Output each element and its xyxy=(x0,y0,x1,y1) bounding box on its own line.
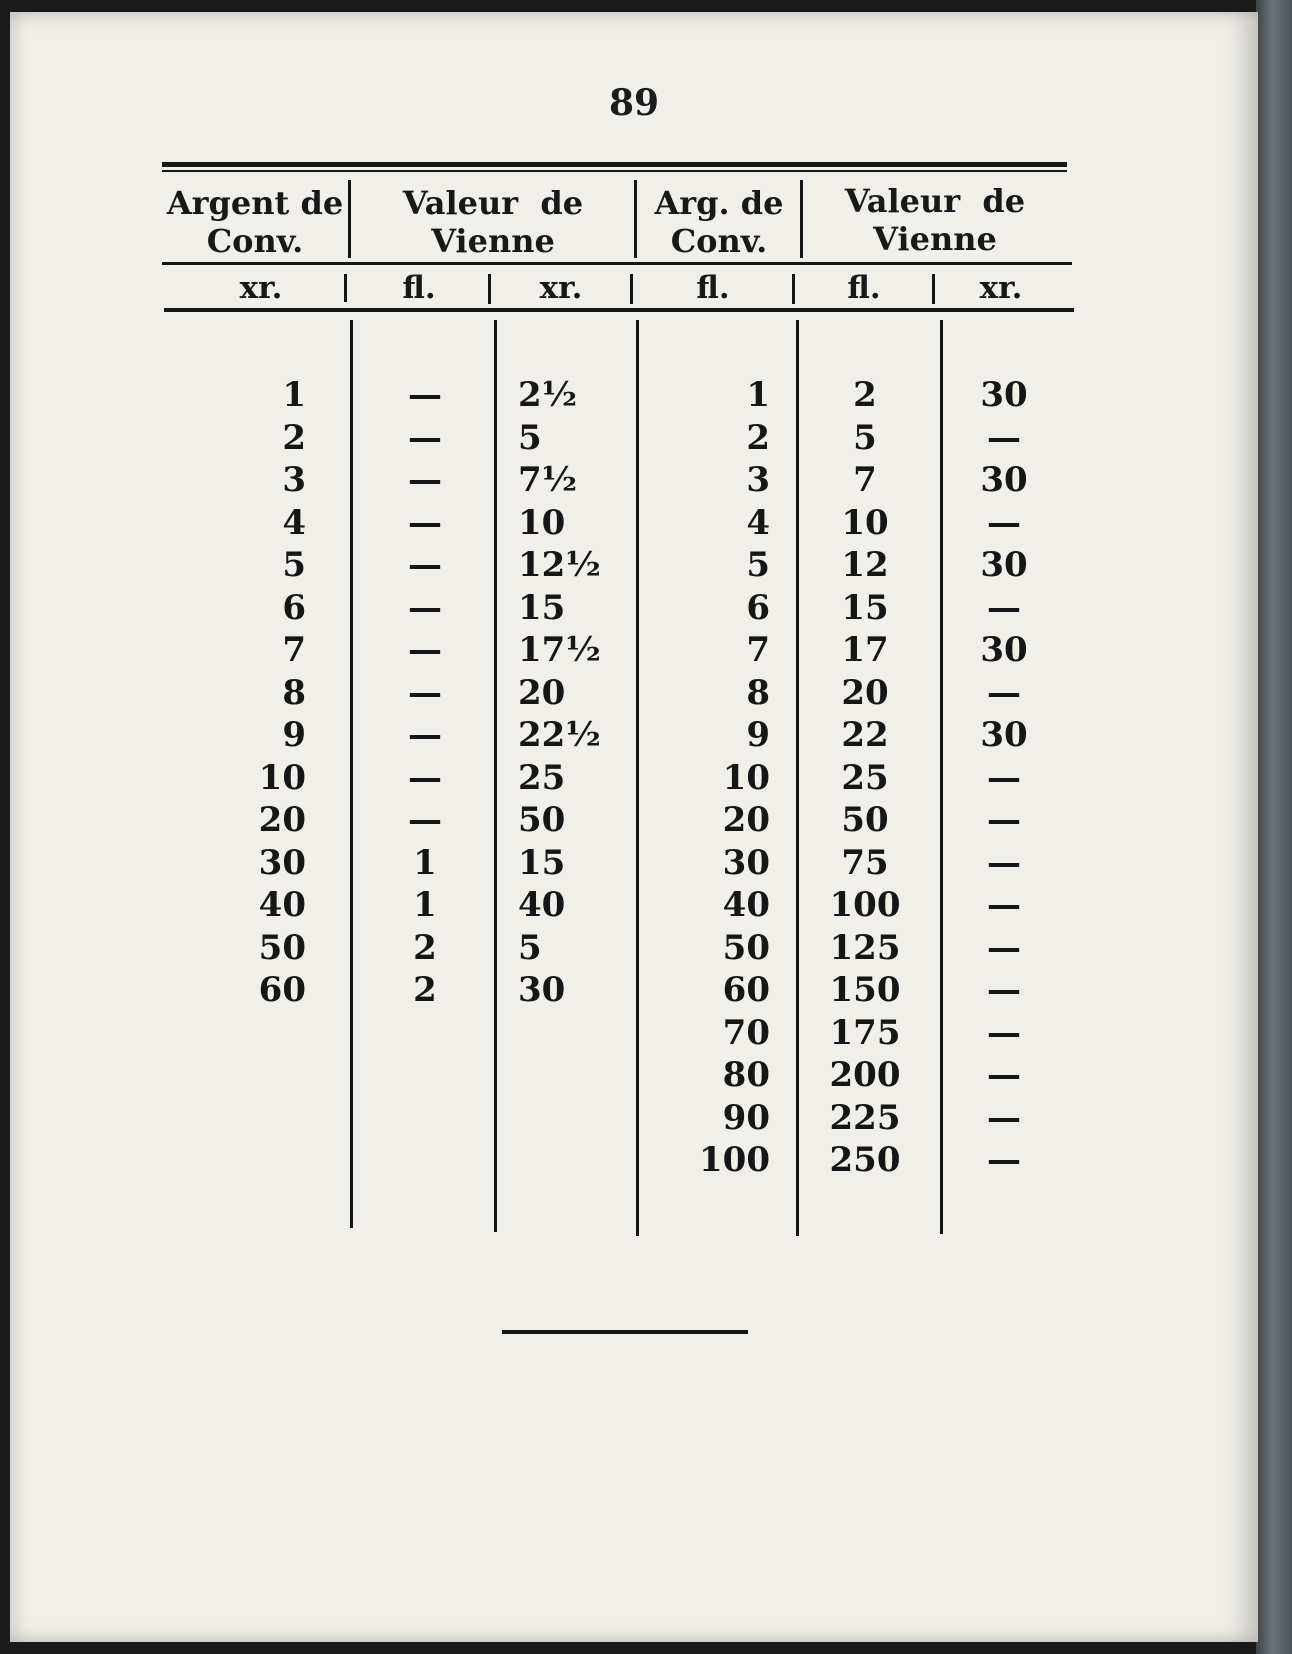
table-cell: — xyxy=(987,1012,1021,1053)
table-cell: 1 xyxy=(746,375,770,415)
col-conv-xr xyxy=(210,374,306,1012)
table-cell: 90 xyxy=(722,1097,770,1138)
table-cell: 225 xyxy=(829,1097,901,1138)
table-cell: 4 xyxy=(282,502,306,543)
unit-label: xr. xyxy=(539,270,583,306)
table-cell: — xyxy=(408,587,442,628)
table-cell: 30 xyxy=(980,460,1028,500)
table-cell: 10 xyxy=(258,757,306,798)
table-cell: 60 xyxy=(258,970,306,1010)
table-cell: — xyxy=(408,375,442,415)
unit-separator xyxy=(630,274,633,304)
table-cell: 7 xyxy=(853,460,877,500)
table-cell: 50 xyxy=(258,927,306,968)
table-cell: 80 xyxy=(722,1055,770,1095)
table-cell: 9 xyxy=(282,715,306,755)
table-cell: — xyxy=(408,545,442,585)
table-cell: — xyxy=(408,757,442,798)
table-cell: — xyxy=(987,502,1021,543)
col-vienne-xr-left xyxy=(518,374,618,1012)
table-cell: 15 xyxy=(841,587,889,628)
table-cell: — xyxy=(987,417,1021,458)
table-cell: — xyxy=(408,630,442,670)
unit-separator xyxy=(344,274,347,302)
header-bottom-rule xyxy=(162,262,1072,265)
table-cell: 1 xyxy=(413,885,437,925)
table-cell: — xyxy=(987,970,1021,1010)
table-cell: — xyxy=(987,757,1021,798)
table-cell: 30 xyxy=(980,375,1028,415)
table-cell: 9 xyxy=(746,715,770,755)
column-line xyxy=(636,320,639,1236)
table-cell: 30 xyxy=(722,842,770,883)
table-cell: 200 xyxy=(829,1055,901,1095)
table-cell: 15 xyxy=(518,587,566,628)
table-cell: 3 xyxy=(746,460,770,500)
table-cell: 40 xyxy=(518,885,566,925)
table-cell: — xyxy=(987,885,1021,925)
page-number: 89 xyxy=(608,82,660,124)
table-cell: 22 xyxy=(841,715,889,755)
table-cell: 20 xyxy=(258,800,306,840)
table-cell: — xyxy=(987,672,1021,713)
table-cell: 75 xyxy=(841,842,889,883)
table-cell: 30 xyxy=(980,630,1028,670)
table-cell: 20 xyxy=(722,800,770,840)
table-cell: 7 xyxy=(746,630,770,670)
book-spine xyxy=(1256,0,1292,1654)
table-cell: 2 xyxy=(413,970,437,1010)
table-top-rule xyxy=(162,162,1067,167)
header-arg-de-conv: Arg. de Conv. xyxy=(654,184,784,260)
table-cell: 20 xyxy=(841,672,889,713)
table-cell: 7 xyxy=(282,630,306,670)
table-cell: 150 xyxy=(829,970,901,1010)
table-cell: 5 xyxy=(282,545,306,585)
table-cell: 250 xyxy=(829,1140,901,1180)
table-cell: 70 xyxy=(722,1012,770,1053)
col-arg-conv-fl xyxy=(670,374,770,1182)
table-cell: 1 xyxy=(413,842,437,883)
header-argent-de-conv: Argent de Conv. xyxy=(166,184,344,260)
table-cell: 10 xyxy=(841,502,889,543)
table-cell: 22½ xyxy=(518,715,601,755)
table-cell: 8 xyxy=(746,672,770,713)
unit-label: fl. xyxy=(847,270,881,306)
table-cell: 50 xyxy=(722,927,770,968)
table-cell: 25 xyxy=(518,757,566,798)
table-cell: 20 xyxy=(518,672,566,713)
table-cell: 10 xyxy=(722,757,770,798)
header-separator xyxy=(800,180,803,258)
table-cell: — xyxy=(408,800,442,840)
table-cell: 2 xyxy=(853,375,877,415)
table-cell: 175 xyxy=(829,1012,901,1053)
column-line xyxy=(796,320,799,1236)
table-cell: — xyxy=(408,672,442,713)
table-cell: 5 xyxy=(746,545,770,585)
table-cell: 17½ xyxy=(518,630,601,670)
table-cell: 30 xyxy=(258,842,306,883)
table-cell: — xyxy=(987,842,1021,883)
unit-label: xr. xyxy=(979,270,1023,306)
table-cell: 12 xyxy=(841,545,889,585)
table-cell: 2 xyxy=(413,927,437,968)
unit-bottom-rule xyxy=(164,308,1074,312)
table-cell: 3 xyxy=(282,460,306,500)
table-cell: 100 xyxy=(699,1140,770,1180)
table-cell: 125 xyxy=(829,927,901,968)
table-cell: — xyxy=(987,1140,1021,1180)
unit-label: fl. xyxy=(696,270,730,306)
table-cell: 100 xyxy=(829,885,901,925)
table-cell: — xyxy=(408,460,442,500)
table-cell: 5 xyxy=(853,417,877,458)
col-vienne-fl-left xyxy=(380,374,470,1012)
unit-separator xyxy=(792,274,795,304)
table-cell: — xyxy=(987,927,1021,968)
table-cell: 6 xyxy=(746,587,770,628)
table-cell: 6 xyxy=(282,587,306,628)
table-cell: 12½ xyxy=(518,545,601,585)
header-valeur-de-vienne-left: Valeur de Vienne xyxy=(402,184,584,260)
table-cell: — xyxy=(408,715,442,755)
table-cell: 2 xyxy=(746,417,770,458)
table-cell: 5 xyxy=(518,927,542,968)
table-cell: 15 xyxy=(518,842,566,883)
column-line xyxy=(940,320,943,1234)
table-cell: — xyxy=(987,1097,1021,1138)
unit-label: fl. xyxy=(402,270,436,306)
table-cell: 50 xyxy=(841,800,889,840)
header-separator xyxy=(634,180,637,258)
table-cell: 40 xyxy=(258,885,306,925)
column-line xyxy=(494,320,497,1232)
table-cell: — xyxy=(987,587,1021,628)
column-line xyxy=(350,320,353,1228)
table-cell: 25 xyxy=(841,757,889,798)
col-vienne-fl-right xyxy=(810,374,920,1182)
table-cell: 17 xyxy=(841,630,889,670)
table-cell: 8 xyxy=(282,672,306,713)
book-page xyxy=(10,12,1258,1642)
table-cell: 2 xyxy=(282,417,306,458)
table-cell: 4 xyxy=(746,502,770,543)
unit-label: xr. xyxy=(239,270,283,306)
unit-separator xyxy=(932,274,935,304)
table-cell: 1 xyxy=(282,375,306,415)
header-valeur-de-vienne-right: Valeur de Vienne xyxy=(844,182,1026,258)
table-cell: — xyxy=(408,502,442,543)
table-cell: — xyxy=(408,417,442,458)
table-cell: 7½ xyxy=(518,460,578,500)
table-cell: 2½ xyxy=(518,375,578,415)
table-cell: 30 xyxy=(980,545,1028,585)
table-cell: 40 xyxy=(722,885,770,925)
end-rule xyxy=(502,1330,748,1334)
table-cell: — xyxy=(987,1055,1021,1095)
col-vienne-xr-right xyxy=(964,374,1044,1182)
unit-separator xyxy=(488,274,491,304)
header-separator xyxy=(348,180,351,258)
table-cell: 30 xyxy=(518,970,566,1010)
table-cell: 50 xyxy=(518,800,566,840)
table-cell: 60 xyxy=(722,970,770,1010)
table-cell: 10 xyxy=(518,502,566,543)
table-cell: — xyxy=(987,800,1021,840)
table-cell: 5 xyxy=(518,417,542,458)
table-top-rule-thin xyxy=(162,170,1067,172)
table-cell: 30 xyxy=(980,715,1028,755)
